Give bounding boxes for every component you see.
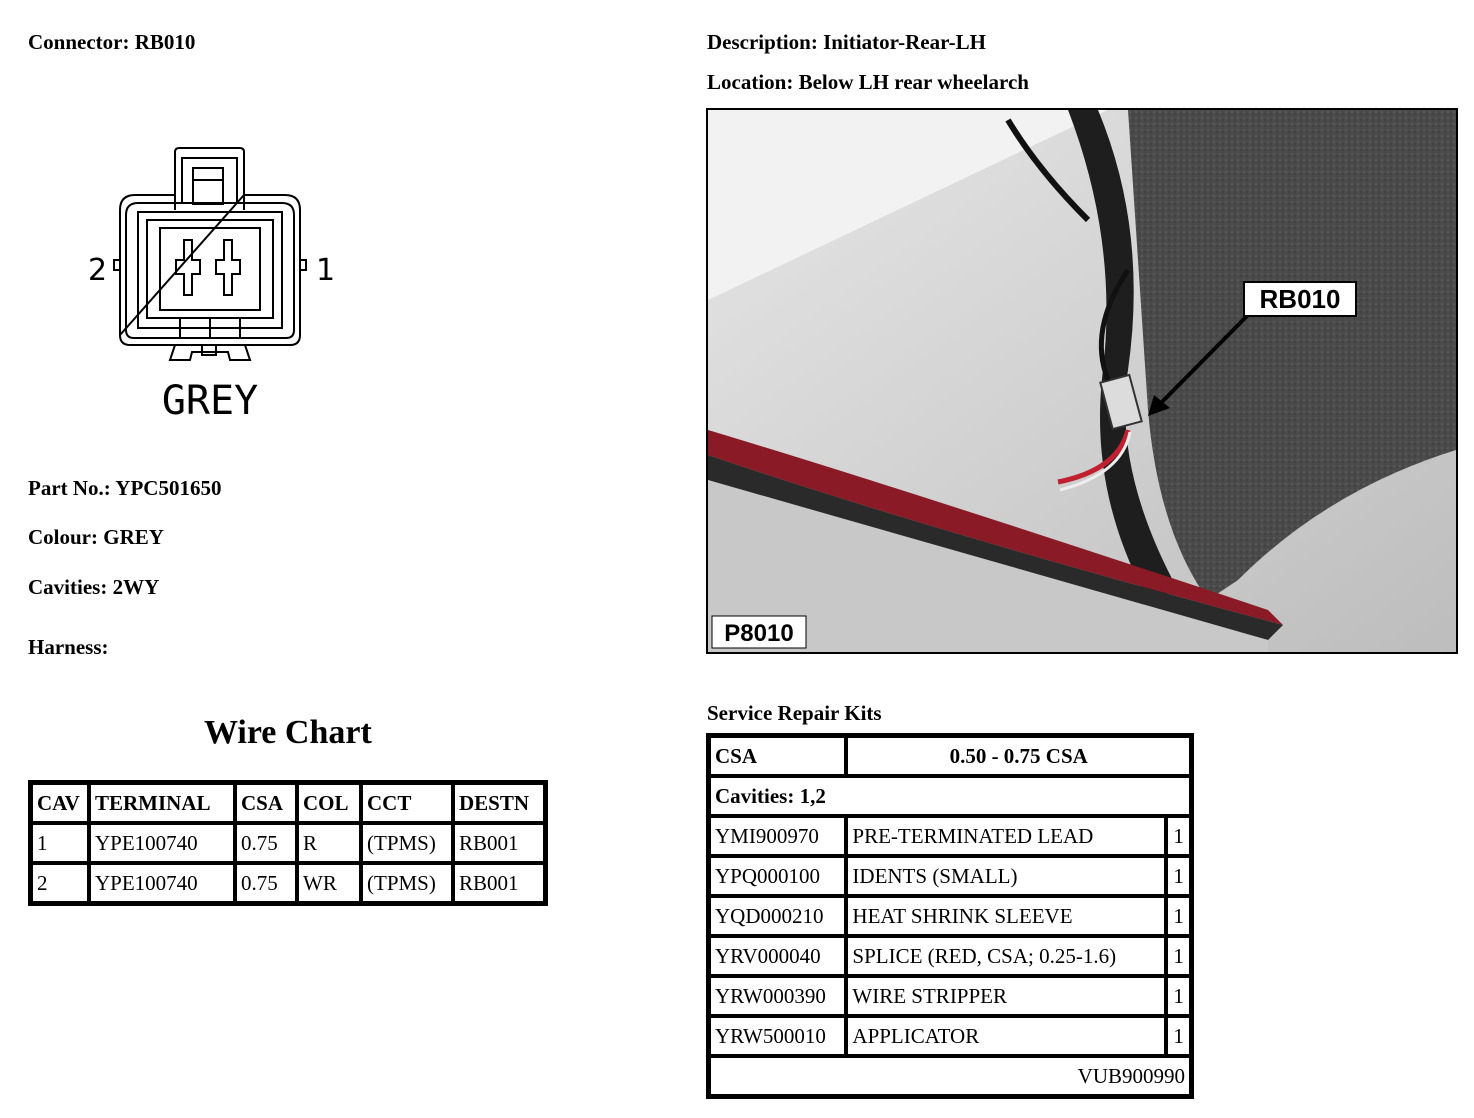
kits-cavities-label: Cavities: 1,2	[709, 776, 1191, 816]
table-row	[709, 856, 1191, 896]
header-csa: CSA	[235, 783, 297, 823]
cell-cav: 2	[31, 863, 89, 903]
cavities-label: Cavities:	[28, 575, 108, 599]
colour-label: Colour:	[28, 525, 98, 549]
kits-csa-label: CSA	[709, 736, 846, 776]
header-terminal: TERMINAL	[89, 783, 235, 823]
connector-diagram	[80, 140, 350, 430]
kit-description: IDENTS (SMALL)	[846, 856, 1166, 896]
kits-table	[706, 733, 1194, 1099]
cell-destn: RB001	[453, 863, 545, 903]
pin-right-label: 1	[316, 253, 336, 288]
diagram-colour-text: GREY	[161, 378, 259, 424]
kit-code: VUB900990	[709, 1056, 1191, 1096]
location-label: Location:	[707, 70, 794, 94]
description-label: Description:	[707, 30, 818, 54]
cell-cav: 1	[31, 823, 89, 863]
location-photo	[706, 108, 1458, 654]
table-row	[709, 936, 1191, 976]
kit-description: PRE-TERMINATED LEAD	[846, 816, 1166, 856]
kit-part-no: YRW000390	[709, 976, 846, 1016]
kits-cavities-row	[709, 776, 1191, 816]
location-line	[707, 70, 1029, 95]
table-row	[709, 976, 1191, 1016]
cell-terminal: YPE100740	[89, 823, 235, 863]
table-row	[709, 816, 1191, 856]
part-no-value: YPC501650	[115, 476, 222, 500]
part-no-label: Part No.:	[28, 476, 111, 500]
photo-callout-label: RB010	[1259, 284, 1341, 314]
cavities-line	[28, 575, 159, 600]
cell-csa: 0.75	[235, 863, 297, 903]
part-no-line	[28, 476, 221, 501]
description-line	[707, 30, 986, 55]
kit-qty: 1	[1166, 816, 1191, 856]
header-cct: CCT	[361, 783, 453, 823]
kit-qty: 1	[1166, 976, 1191, 1016]
cell-terminal: YPE100740	[89, 863, 235, 903]
kit-description: SPLICE (RED, CSA; 0.25-1.6)	[846, 936, 1166, 976]
cell-col: WR	[297, 863, 361, 903]
table-row	[709, 896, 1191, 936]
kit-part-no: YRW500010	[709, 1016, 846, 1056]
kits-csa-value: 0.50 - 0.75 CSA	[846, 736, 1191, 776]
cell-destn: RB001	[453, 823, 545, 863]
wire-chart-title: Wire Chart	[204, 714, 372, 751]
kit-description: APPLICATOR	[846, 1016, 1166, 1056]
cell-cct: (TPMS)	[361, 823, 453, 863]
header-cav: CAV	[31, 783, 89, 823]
colour-value: GREY	[103, 525, 164, 549]
kit-qty: 1	[1166, 896, 1191, 936]
kit-qty: 1	[1166, 856, 1191, 896]
kits-code-row	[709, 1056, 1191, 1096]
photo-ref-label: P8010	[724, 620, 794, 647]
wire-chart-header-row	[31, 783, 545, 823]
colour-line	[28, 525, 164, 550]
table-row	[31, 863, 545, 903]
kit-part-no: YMI900970	[709, 816, 846, 856]
kit-part-no: YPQ000100	[709, 856, 846, 896]
kits-csa-row	[709, 736, 1191, 776]
kit-part-no: YRV000040	[709, 936, 846, 976]
kit-qty: 1	[1166, 936, 1191, 976]
header-destn: DESTN	[453, 783, 545, 823]
harness-line	[28, 635, 109, 660]
kit-description: HEAT SHRINK SLEEVE	[846, 896, 1166, 936]
table-row	[31, 823, 545, 863]
cavities-value: 2WY	[112, 575, 160, 599]
cell-cct: (TPMS)	[361, 863, 453, 903]
description-value: Initiator-Rear-LH	[823, 30, 986, 54]
harness-label: Harness:	[28, 635, 109, 659]
table-row	[709, 1016, 1191, 1056]
wire-chart-table	[28, 780, 548, 906]
kits-title: Service Repair Kits	[707, 701, 882, 725]
kit-part-no: YQD000210	[709, 896, 846, 936]
pin-left-label: 2	[88, 253, 108, 288]
connector-value: RB010	[134, 30, 196, 54]
location-value: Below LH rear wheelarch	[798, 70, 1029, 94]
connector-label: Connector:	[28, 30, 130, 54]
header-col: COL	[297, 783, 361, 823]
cell-col: R	[297, 823, 361, 863]
cell-csa: 0.75	[235, 823, 297, 863]
connector-line	[28, 30, 195, 55]
kit-qty: 1	[1166, 1016, 1191, 1056]
kit-description: WIRE STRIPPER	[846, 976, 1166, 1016]
